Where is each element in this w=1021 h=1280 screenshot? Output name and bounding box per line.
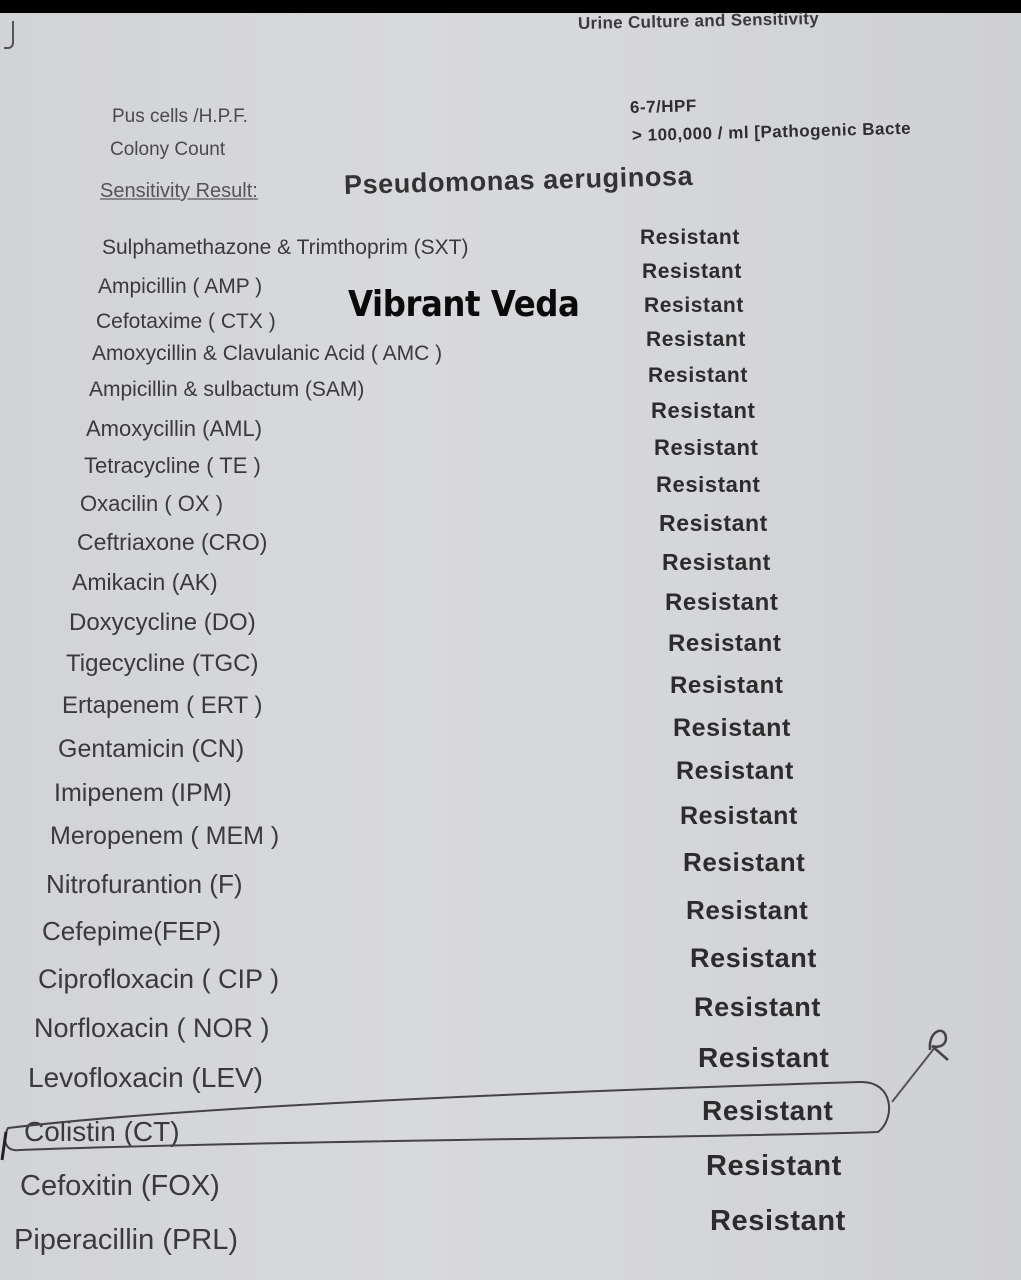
antibiotic-result: Resistant	[642, 260, 742, 283]
antibiotic-result: Resistant	[683, 847, 806, 877]
antibiotic-name: Ciprofloxacin ( CIP )	[38, 964, 280, 994]
antibiotic-result: Resistant	[665, 589, 779, 616]
organism-name: Pseudomonas aeruginosa	[343, 160, 694, 200]
pus-cells-value: 6-7/HPF	[629, 96, 698, 117]
antibiotic-name: Oxacilin ( OX )	[80, 491, 224, 516]
colony-count-value: > 100,000 / ml [Pathogenic Bacte	[631, 118, 912, 145]
antibiotic-result: Resistant	[654, 435, 759, 460]
antibiotic-result: Resistant	[702, 1095, 834, 1126]
antibiotic-name: Cefoxitin (FOX)	[20, 1170, 220, 1202]
pus-cells-label: Pus cells /H.P.F.	[112, 106, 248, 127]
antibiotic-name: Amikacin (AK)	[72, 569, 218, 595]
antibiotic-name: Sulphamethazone & Trimthoprim (SXT)	[102, 236, 469, 259]
antibiotic-name: Amoxycillin (AML)	[86, 416, 263, 441]
antibiotic-result: Resistant	[670, 672, 784, 699]
antibiotic-name: Tigecycline (TGC)	[66, 650, 259, 677]
antibiotic-name: Tetracycline ( TE )	[84, 453, 261, 478]
antibiotic-result: Resistant	[676, 757, 794, 785]
antibiotic-result: Resistant	[651, 398, 756, 423]
antibiotic-name: Levofloxacin (LEV)	[28, 1062, 264, 1093]
antibiotic-result: Resistant	[710, 1205, 846, 1237]
antibiotic-result: Resistant	[656, 472, 761, 497]
antibiotic-name: Cefepime(FEP)	[42, 916, 222, 946]
antibiotic-result: Resistant	[662, 549, 771, 575]
antibiotic-name: Imipenem (IPM)	[54, 779, 232, 807]
antibiotic-result: Resistant	[690, 943, 817, 973]
antibiotic-result: Resistant	[686, 895, 809, 925]
antibiotic-name: Piperacillin (PRL)	[14, 1224, 239, 1256]
antibiotic-name: Cefotaxime ( CTX )	[96, 310, 276, 333]
colony-count-label: Colony Count	[110, 139, 226, 160]
antibiotic-name: Nitrofurantion (F)	[46, 869, 243, 899]
antibiotic-result: Resistant	[673, 714, 791, 742]
watermark-text: Vibrant Veda	[348, 284, 580, 325]
antibiotic-result: Resistant	[659, 510, 768, 536]
antibiotic-name: Ceftriaxone (CRO)	[77, 529, 268, 555]
antibiotic-name: Doxycycline (DO)	[69, 609, 256, 636]
antibiotic-result: Resistant	[668, 630, 782, 657]
antibiotic-result: Resistant	[694, 992, 821, 1022]
antibiotic-name: Ampicillin & sulbactum (SAM)	[89, 378, 365, 401]
antibiotic-result: Resistant	[648, 364, 748, 387]
antibiotic-result: Resistant	[646, 328, 746, 351]
antibiotic-name: Ampicillin ( AMP )	[98, 275, 263, 298]
antibiotic-name: Norfloxacin ( NOR )	[34, 1013, 270, 1043]
antibiotic-name: Colistin (CT)	[24, 1116, 180, 1147]
antibiotic-result: Resistant	[644, 294, 744, 317]
antibiotic-result: Resistant	[706, 1150, 842, 1182]
report-title: Urine Culture and Sensitivity	[577, 8, 820, 33]
antibiotic-name: Ertapenem ( ERT )	[62, 692, 263, 719]
antibiotic-name: Amoxycillin & Clavulanic Acid ( AMC )	[92, 342, 443, 365]
antibiotic-name: Gentamicin (CN)	[58, 735, 245, 763]
antibiotic-result: Resistant	[698, 1042, 830, 1073]
antibiotic-name: Meropenem ( MEM )	[50, 822, 280, 850]
sensitivity-result-label: Sensitivity Result:	[100, 180, 258, 202]
antibiotic-result: Resistant	[680, 802, 798, 830]
antibiotic-result: Resistant	[640, 226, 740, 249]
